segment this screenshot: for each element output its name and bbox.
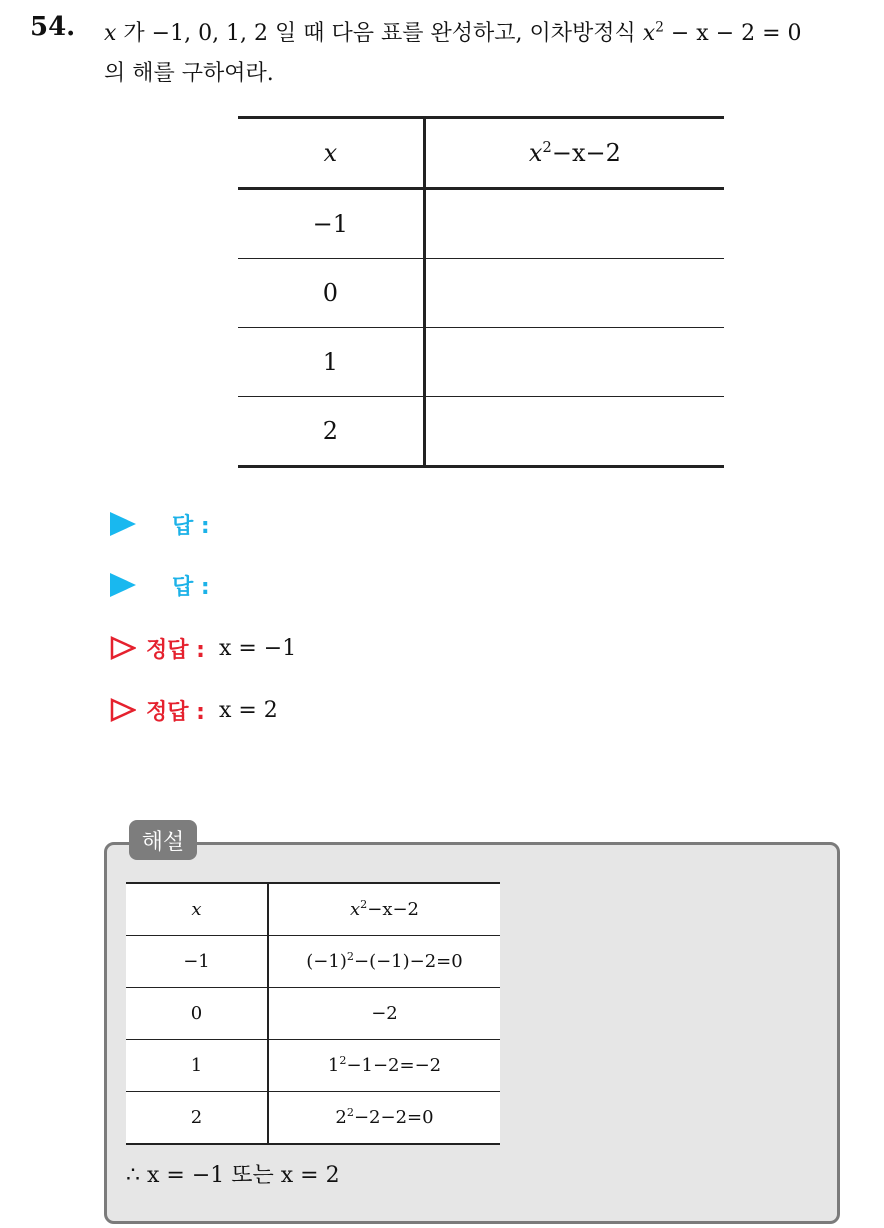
cell-value-blank[interactable] <box>424 259 724 328</box>
play-triangle-icon <box>110 573 136 597</box>
answer-row-2[interactable] <box>110 569 210 601</box>
answer-label: 답 : <box>172 513 210 539</box>
cell-x: 2 <box>126 1092 268 1145</box>
correct-answer-row-2 <box>110 694 278 726</box>
cell-x: 1 <box>126 1040 268 1092</box>
cell-value-blank[interactable] <box>424 189 724 259</box>
play-triangle-icon <box>110 512 136 536</box>
table-header-row <box>126 883 500 936</box>
problem-text-line2: 의 해를 구하여라. <box>104 61 274 86</box>
cell-value: $(-1)^2-(-1)-2=0$ <box>268 936 500 988</box>
header-expression: $x^2-x-2$ <box>424 118 724 189</box>
correct-answer-row-1 <box>110 632 296 664</box>
cell-x: 2 <box>238 397 424 467</box>
correct-answer-value: x = −1 <box>218 635 297 661</box>
explanation-conclusion: ∴ x = −1 또는 x = 2 <box>126 1163 340 1188</box>
table-row <box>238 397 724 467</box>
var-x: x <box>104 21 117 46</box>
answer-row-1[interactable] <box>110 508 210 540</box>
cell-value: −2 <box>268 988 500 1040</box>
problem-number: 54. <box>30 12 76 42</box>
table-row <box>238 328 724 397</box>
answer-label: 답 : <box>172 574 210 600</box>
cell-x: −1 <box>238 189 424 259</box>
problem-text-line1 <box>104 16 802 47</box>
table-row <box>126 1092 500 1145</box>
header-expression: $x^2-x-2$ <box>268 883 500 936</box>
cell-x: 1 <box>238 328 424 397</box>
table-row <box>126 988 500 1040</box>
cell-x: −1 <box>126 936 268 988</box>
table-header-row <box>238 118 724 189</box>
header-x: x <box>238 118 424 189</box>
eq-rest: − x − 2 = 0 <box>663 21 802 46</box>
explanation-table <box>126 882 500 1145</box>
cell-value-blank[interactable] <box>424 397 724 467</box>
correct-answer-label: 정답 : <box>146 699 205 725</box>
cell-value: $1^2-1-2=-2$ <box>268 1040 500 1092</box>
cell-x: 0 <box>126 988 268 1040</box>
cell-value: $2^2-2-2=0$ <box>268 1092 500 1145</box>
cell-value-blank[interactable] <box>424 328 724 397</box>
correct-answer-label: 정답 : <box>146 637 205 663</box>
explanation-tag: 해설 <box>129 820 197 860</box>
table-row <box>126 936 500 988</box>
cell-x: 0 <box>238 259 424 328</box>
table-row <box>238 259 724 328</box>
table-row <box>126 1040 500 1092</box>
problem-table <box>238 116 724 468</box>
outline-triangle-icon <box>110 698 136 722</box>
problem-text-a: 가 −1, 0, 1, 2 일 때 다음 표를 완성하고, 이차방정식 <box>116 21 643 46</box>
header-x: x <box>126 883 268 936</box>
correct-answer-value: x = 2 <box>218 697 278 723</box>
eq-exponent: 2 <box>655 19 664 36</box>
eq-x: x <box>642 21 656 46</box>
table-row <box>238 189 724 259</box>
outline-triangle-icon <box>110 636 136 660</box>
